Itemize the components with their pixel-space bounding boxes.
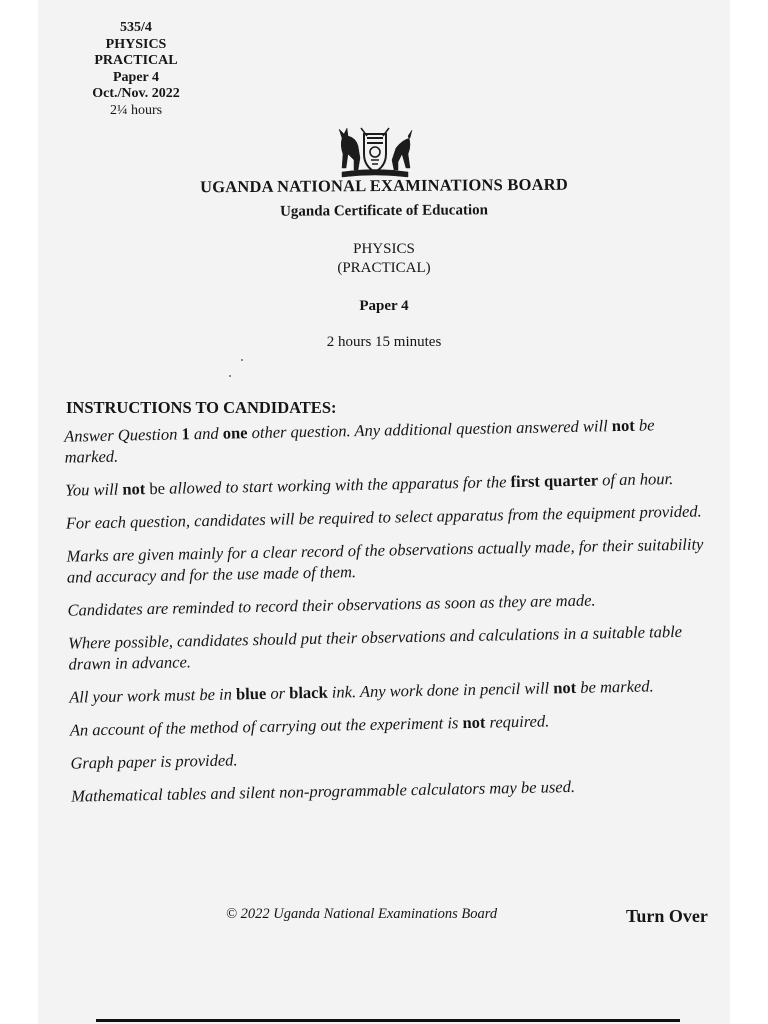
instruction-emphasis: blue <box>235 683 267 704</box>
copyright-notice: © 2022 Uganda National Examinations Board <box>226 906 498 922</box>
instruction-text: Where possible, candidates should put their observations and calculations in a suitable table drawn in advance. <box>67 621 683 674</box>
instruction-emphasis: not <box>553 677 577 698</box>
paper-number: Paper 4 <box>359 298 409 314</box>
instruction-text: allowed to start working with the apparatus for the <box>164 472 511 498</box>
instruction-item <box>69 674 713 707</box>
certificate-name: Uganda Certificate of Education <box>279 202 489 220</box>
instruction-text: other question. Any additional question answered will <box>247 416 612 443</box>
instruction-text: All your work must be in <box>69 684 237 707</box>
uganda-coat-of-arms-icon <box>336 124 414 178</box>
instruction-text: ink. Any work done in pencil will <box>327 678 554 702</box>
exam-duration: 2 hours 15 minutes <box>326 334 442 350</box>
instruction-item <box>66 500 710 533</box>
instruction-emphasis: one <box>222 423 248 443</box>
instruction-emphasis: first quarter <box>510 470 599 492</box>
corner-paper: Paper 4 <box>112 69 159 85</box>
instruction-item <box>68 620 713 674</box>
instruction-text: Mathematical tables and silent non-programmable calculators may be used. <box>70 776 576 806</box>
instruction-item <box>66 533 711 587</box>
instruction-item <box>65 467 709 500</box>
paper-speck <box>241 359 243 361</box>
instruction-emphasis: 1 <box>181 424 190 444</box>
instruction-text: For each question, candidates will be required to select apparatus from the equipment provided. <box>65 501 702 533</box>
instruction-emphasis: not <box>611 415 635 436</box>
instruction-text: be <box>145 478 166 499</box>
instruction-item <box>70 707 714 740</box>
instruction-text: An account of the method of carrying out the experiment is <box>69 713 463 740</box>
subject-type: (PRACTICAL) <box>337 260 431 276</box>
page-edge-line <box>96 1019 680 1022</box>
corner-session: Oct./Nov. 2022 <box>92 86 180 101</box>
instruction-emphasis: not <box>122 479 146 499</box>
instruction-text: Candidates are reminded to record their observations as soon as they are made. <box>67 590 596 620</box>
instruction-item <box>70 740 714 773</box>
instruction-text: You will <box>65 479 123 500</box>
instruction-text: and <box>189 423 223 444</box>
subject-title: PHYSICS <box>353 241 415 257</box>
instruction-text: Answer Question <box>64 424 182 446</box>
paper-code: 535/4 <box>120 20 152 35</box>
paper-reference-block <box>74 20 198 119</box>
corner-subject: PHYSICS <box>105 36 167 52</box>
instruction-text: required. <box>485 711 550 732</box>
exam-board-name: UGANDA NATIONAL EXAMINATIONS BOARD <box>199 174 568 197</box>
instruction-item <box>67 587 711 620</box>
instruction-text: Marks are given mainly for a clear record of the observations actually made, for their suitability and accuracy and for the use made of them. <box>66 534 704 587</box>
instruction-text: of an hour. <box>597 469 674 490</box>
subject-block <box>0 240 768 278</box>
instruction-text: or <box>266 683 290 703</box>
corner-type: PRACTICAL <box>94 53 178 68</box>
instruction-emphasis: black <box>289 682 328 703</box>
instruction-emphasis: not <box>462 712 486 733</box>
corner-duration: 2¼ hours <box>109 102 163 118</box>
turn-over-label: Turn Over <box>626 906 708 926</box>
instructions-heading: INSTRUCTIONS TO CANDIDATES: <box>66 398 337 417</box>
instruction-text: Graph paper is provided. <box>70 750 238 773</box>
instructions-list <box>48 413 715 819</box>
paper-speck <box>229 375 231 377</box>
instruction-item <box>71 773 715 806</box>
instruction-text: be marked. <box>576 676 654 697</box>
instruction-text: be marked. <box>64 415 655 467</box>
